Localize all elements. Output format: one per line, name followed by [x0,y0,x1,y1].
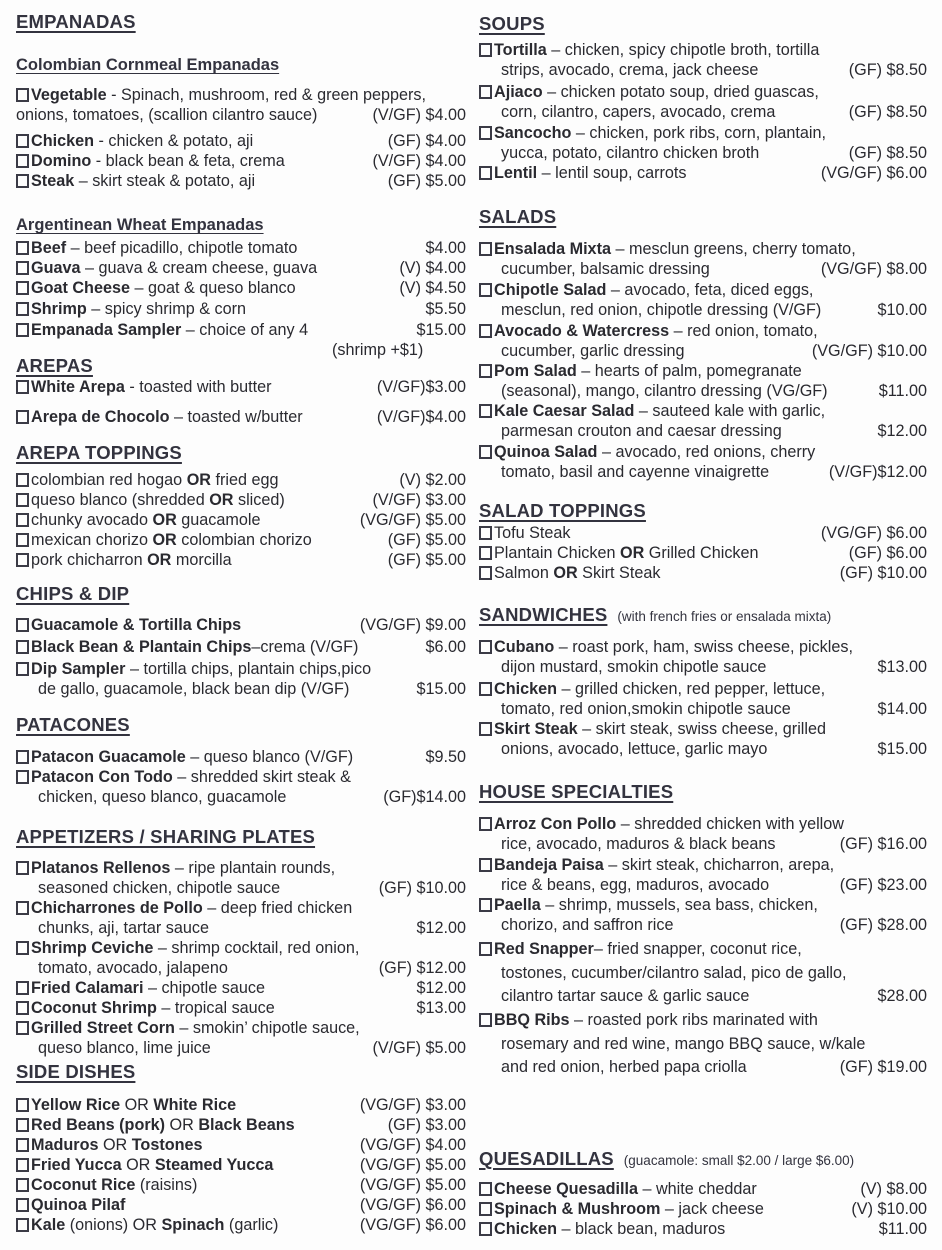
side-dish-row: Yellow Rice OR White Rice (VG/GF) $3.00 [16,1095,466,1115]
section-title-quesadillas [479,1149,854,1171]
menu-item-arroz-con-pollo: Arroz Con Pollo – shredded chicken with yellow rice, avocado, maduros & black beans (GF) $16.00 [479,814,927,854]
checkbox[interactable] [16,513,29,527]
checkbox[interactable] [479,566,492,580]
quesadillas-title-text: QUESADILLAS [479,1148,614,1169]
menu-item-chicharrones: Chicharrones de Pollo – deep fried chicken chunks, aji, tartar sauce $12.00 [16,898,466,938]
menu-item-patacon-guacamole: Patacon Guacamole – queso blanco (V/GF) $9.50 [16,747,466,767]
menu-item-avocado-watercress: Avocado & Watercress – red onion, tomato, cucumber, garlic dressing (VG/GF) $10.00 [479,321,927,361]
checkbox[interactable] [16,662,29,676]
menu-item-grilled-street-corn: Grilled Street Corn – smokin’ chipotle sauce, queso blanco, lime juice (V/GF) $5.00 [16,1018,466,1058]
menu-item-lentil-soup: Lentil – lentil soup, carrots (VG/GF) $6.00 [479,163,927,183]
section-title-side-dishes: SIDE DISHES [16,1061,136,1082]
menu-item-cubano: Cubano – roast pork, ham, swiss cheese, pickles, dijon mustard, smokin chipotle sauce $13.00 [479,637,927,677]
salad-topping-row: Salmon OR Skirt Steak (GF) $10.00 [479,563,927,583]
side-dish-row: Coconut Rice (raisins) (VG/GF) $5.00 [16,1175,466,1195]
subsection-title-colombian: Colombian Cornmeal Empanadas [16,56,280,74]
checkbox[interactable] [16,1021,29,1035]
checkbox[interactable] [479,404,492,418]
checkbox[interactable] [16,134,29,148]
checkbox[interactable] [16,88,29,102]
checkbox[interactable] [16,154,29,168]
checkbox[interactable] [16,302,29,316]
checkbox[interactable] [479,1222,492,1236]
checkbox[interactable] [16,241,29,255]
salad-topping-row: Plantain Chicken OR Grilled Chicken (GF) $6.00 [479,543,927,563]
section-title-appetizers: APPETIZERS / SHARING PLATES [16,826,316,847]
menu-item-beef-empanada: Beef – beef picadillo, chipotle tomato $4.00 [16,238,466,258]
menu-item-tortilla-soup: Tortilla – chicken, spicy chipotle broth, tortilla strips, avocado, crema, jack cheese (GF) $8.50 [479,40,927,80]
checkbox[interactable] [16,281,29,295]
menu-item-pom-salad: Pom Salad – hearts of palm, pomegranate (seasonal), mango, cilantro dressing (VG/GF) $11.00 [479,361,927,401]
menu-item-vegetable-empanada: Vegetable - Spinach, mushroom, red & green peppers, onions, tomatoes, (scallion cilantro sauce) (V/GF) $4.00 [16,86,466,125]
topping-row: chunky avocado OR guacamole (VG/GF) $5.00 [16,510,466,530]
side-dish-row: Quinoa Pilaf (VG/GF) $6.00 [16,1195,466,1215]
checkbox[interactable] [16,1178,29,1192]
topping-row: colombian red hogao OR fried egg (V) $2.00 [16,470,466,490]
menu-item-domino-empanada: Domino - black bean & feta, crema (V/GF) $4.00 [16,151,466,171]
checkbox[interactable] [16,640,29,654]
menu-item-platanos-rellenos: Platanos Rellenos – ripe plantain rounds, seasoned chicken, chipotle sauce (GF) $10.00 [16,858,466,898]
checkbox[interactable] [479,1013,492,1027]
checkbox[interactable] [16,493,29,507]
menu-item-cheese-quesadilla: Cheese Quesadilla – white cheddar (V) $8.00 [479,1179,927,1199]
menu-item-white-arepa: White Arepa - toasted with butter (V/GF)$3.00 [16,377,466,397]
checkbox[interactable] [479,526,492,540]
sandwiches-note: (with french fries or ensalada mixta) [617,609,832,624]
section-title-empanadas: EMPANADAS [16,11,136,32]
menu-item-chicken-quesadilla: Chicken – black bean, maduros $11.00 [479,1219,927,1239]
checkbox[interactable] [16,941,29,955]
section-title-patacones: PATACONES [16,714,130,735]
section-title-salads: SALADS [479,206,557,227]
checkbox[interactable] [479,126,492,140]
checkbox[interactable] [479,1202,492,1216]
checkbox[interactable] [16,323,29,337]
checkbox[interactable] [479,722,492,736]
checkbox[interactable] [479,1182,492,1196]
checkbox[interactable] [479,898,492,912]
topping-row: queso blanco (shredded OR sliced) (V/GF) $3.00 [16,490,466,510]
checkbox[interactable] [479,445,492,459]
checkbox[interactable] [479,43,492,57]
menu-item-kale-caesar: Kale Caesar Salad – sauteed kale with garlic, parmesan crouton and caesar dressing $12.00 [479,401,927,441]
side-dish-row: Kale (onions) OR Spinach (garlic) (VG/GF) $6.00 [16,1215,466,1235]
menu-item-paella: Paella – shrimp, mussels, sea bass, chicken, chorizo, and saffron rice (GF) $28.00 [479,895,927,935]
checkbox[interactable] [479,364,492,378]
menu-item-sancocho: Sancocho – chicken, pork ribs, corn, plantain, yucca, potato, cilantro chicken broth (GF) $8.50 [479,123,927,163]
checkbox[interactable] [16,1198,29,1212]
menu-item-chicken-sandwich: Chicken – grilled chicken, red pepper, lettuce, tomato, red onion,smokin chipotle sauce $14.00 [479,679,927,719]
quesadillas-note: (guacamole: small $2.00 / large $6.00) [623,1153,855,1168]
menu-item-coconut-shrimp: Coconut Shrimp – tropical sauce $13.00 [16,998,466,1018]
menu-item-spinach-mushroom-quesadilla: Spinach & Mushroom – jack cheese (V) $10.00 [479,1199,927,1219]
menu-item-dip-sampler: Dip Sampler – tortilla chips, plantain chips,pico de gallo, guacamole, black bean dip (V/GF) $15.00 [16,659,466,699]
section-title-chips-dip: CHIPS & DIP [16,583,130,604]
menu-item-fried-calamari: Fried Calamari – chipotle sauce $12.00 [16,978,466,998]
topping-row: pork chicharron OR morcilla (GF) $5.00 [16,550,466,570]
checkbox[interactable] [479,85,492,99]
checkbox[interactable] [16,1218,29,1232]
checkbox[interactable] [16,1001,29,1015]
checkbox[interactable] [479,817,492,831]
section-title-house-specialties: HOUSE SPECIALTIES [479,781,674,802]
checkbox[interactable] [16,770,29,784]
menu-item-bandeja-paisa: Bandeja Paisa – skirt steak, chicharron, arepa, rice & beans, egg, maduros, avocado (GF) $23.00 [479,855,927,895]
checkbox[interactable] [16,861,29,875]
section-title-soups: SOUPS [479,13,545,34]
menu-item-ajiaco: Ajiaco – chicken potato soup, dried guascas, corn, cilantro, capers, avocado, crema (GF) $8.50 [479,82,927,122]
menu-item-ensalada-mixta: Ensalada Mixta – mesclun greens, cherry tomato, cucumber, balsamic dressing (VG/GF) $8.00 [479,239,927,279]
checkbox[interactable] [479,640,492,654]
side-dish-row: Maduros OR Tostones (VG/GF) $4.00 [16,1135,466,1155]
section-title-salad-toppings: SALAD TOPPINGS [479,500,646,521]
menu-item-steak-empanada: Steak – skirt steak & potato, aji (GF) $5.00 [16,171,466,191]
salad-topping-row: Tofu Steak (VG/GF) $6.00 [479,523,927,543]
section-title-arepa-toppings: AREPA TOPPINGS [16,442,182,463]
checkbox[interactable] [479,942,492,956]
checkbox[interactable] [16,1158,29,1172]
side-dish-row: Fried Yucca OR Steamed Yucca (VG/GF) $5.00 [16,1155,466,1175]
menu-item-guava-empanada: Guava – guava & cream cheese, guava (V) $4.00 [16,258,466,278]
section-title-sandwiches [479,605,831,627]
checkbox[interactable] [479,546,492,560]
menu-item-arepa-de-chocolo: Arepa de Chocolo – toasted w/butter (V/GF)$4.00 [16,407,466,427]
menu-item-shrimp-ceviche: Shrimp Ceviche – shrimp cocktail, red onion, tomato, avocado, jalapeno (GF) $12.00 [16,938,466,978]
menu-item-bbq-ribs: BBQ Ribs – roasted pork ribs marinated with rosemary and red wine, mango BBQ sauce, w/kale and red onion, herbed papa criolla (GF) $19.00 [479,1009,927,1080]
checkbox[interactable] [16,618,29,632]
checkbox[interactable] [16,473,29,487]
menu-item-chipotle-salad: Chipotle Salad – avocado, feta, diced eggs, mesclun, red onion, chipotle dressing (V/GF) $10.00 [479,280,927,320]
checkbox[interactable] [16,1098,29,1112]
menu-item-shrimp-empanada: Shrimp – spicy shrimp & corn $5.50 [16,299,466,319]
checkbox[interactable] [16,380,29,394]
checkbox[interactable] [479,283,492,297]
checkbox[interactable] [16,1118,29,1132]
checkbox[interactable] [479,242,492,256]
menu-item-guacamole-chips: Guacamole & Tortilla Chips (VG/GF) $9.00 [16,615,466,635]
checkbox[interactable] [479,166,492,180]
menu-item-red-snapper: Red Snapper– fried snapper, coconut rice, tostones, cucumber/cilantro salad, pico de gallo, cilantro tartar sauce & garlic sauce $28.00 [479,938,927,1009]
checkbox[interactable] [16,261,29,275]
checkbox[interactable] [16,533,29,547]
side-dish-row: Red Beans (pork) OR Black Beans (GF) $3.00 [16,1115,466,1135]
menu-item-empanada-sampler: Empanada Sampler – choice of any 4 $15.00 [16,320,466,340]
topping-row: mexican chorizo OR colombian chorizo (GF) $5.00 [16,530,466,550]
checkbox[interactable] [16,410,29,424]
checkbox[interactable] [16,901,29,915]
subsection-title-argentinean: Argentinean Wheat Empanadas [16,216,264,234]
sandwiches-title-text: SANDWICHES [479,604,608,625]
menu-item-chicken-empanada: Chicken - chicken & potato, aji (GF) $4.00 [16,131,466,151]
menu-item-patacon-con-todo: Patacon Con Todo – shredded skirt steak & chicken, queso blanco, guacamole (GF)$14.00 [16,767,466,807]
menu-item-black-bean-chips: Black Bean & Plantain Chips–crema (V/GF) $6.00 [16,637,466,657]
checkbox[interactable] [16,1138,29,1152]
menu-item-goat-cheese-empanada: Goat Cheese – goat & queso blanco (V) $4.50 [16,278,466,298]
checkbox[interactable] [16,174,29,188]
checkbox[interactable] [16,981,29,995]
checkbox[interactable] [16,750,29,764]
checkbox[interactable] [16,553,29,567]
section-title-arepas: AREPAS [16,355,93,376]
checkbox[interactable] [479,858,492,872]
checkbox[interactable] [479,324,492,338]
sampler-note: (shrimp +$1) [332,341,424,359]
menu-item-skirt-steak-sandwich: Skirt Steak – skirt steak, swiss cheese, grilled onions, avocado, lettuce, garlic mayo $15.00 [479,719,927,759]
menu-item-quinoa-salad: Quinoa Salad – avocado, red onions, cherry tomato, basil and cayenne vinaigrette (V/GF)$12.00 [479,442,927,482]
checkbox[interactable] [479,682,492,696]
